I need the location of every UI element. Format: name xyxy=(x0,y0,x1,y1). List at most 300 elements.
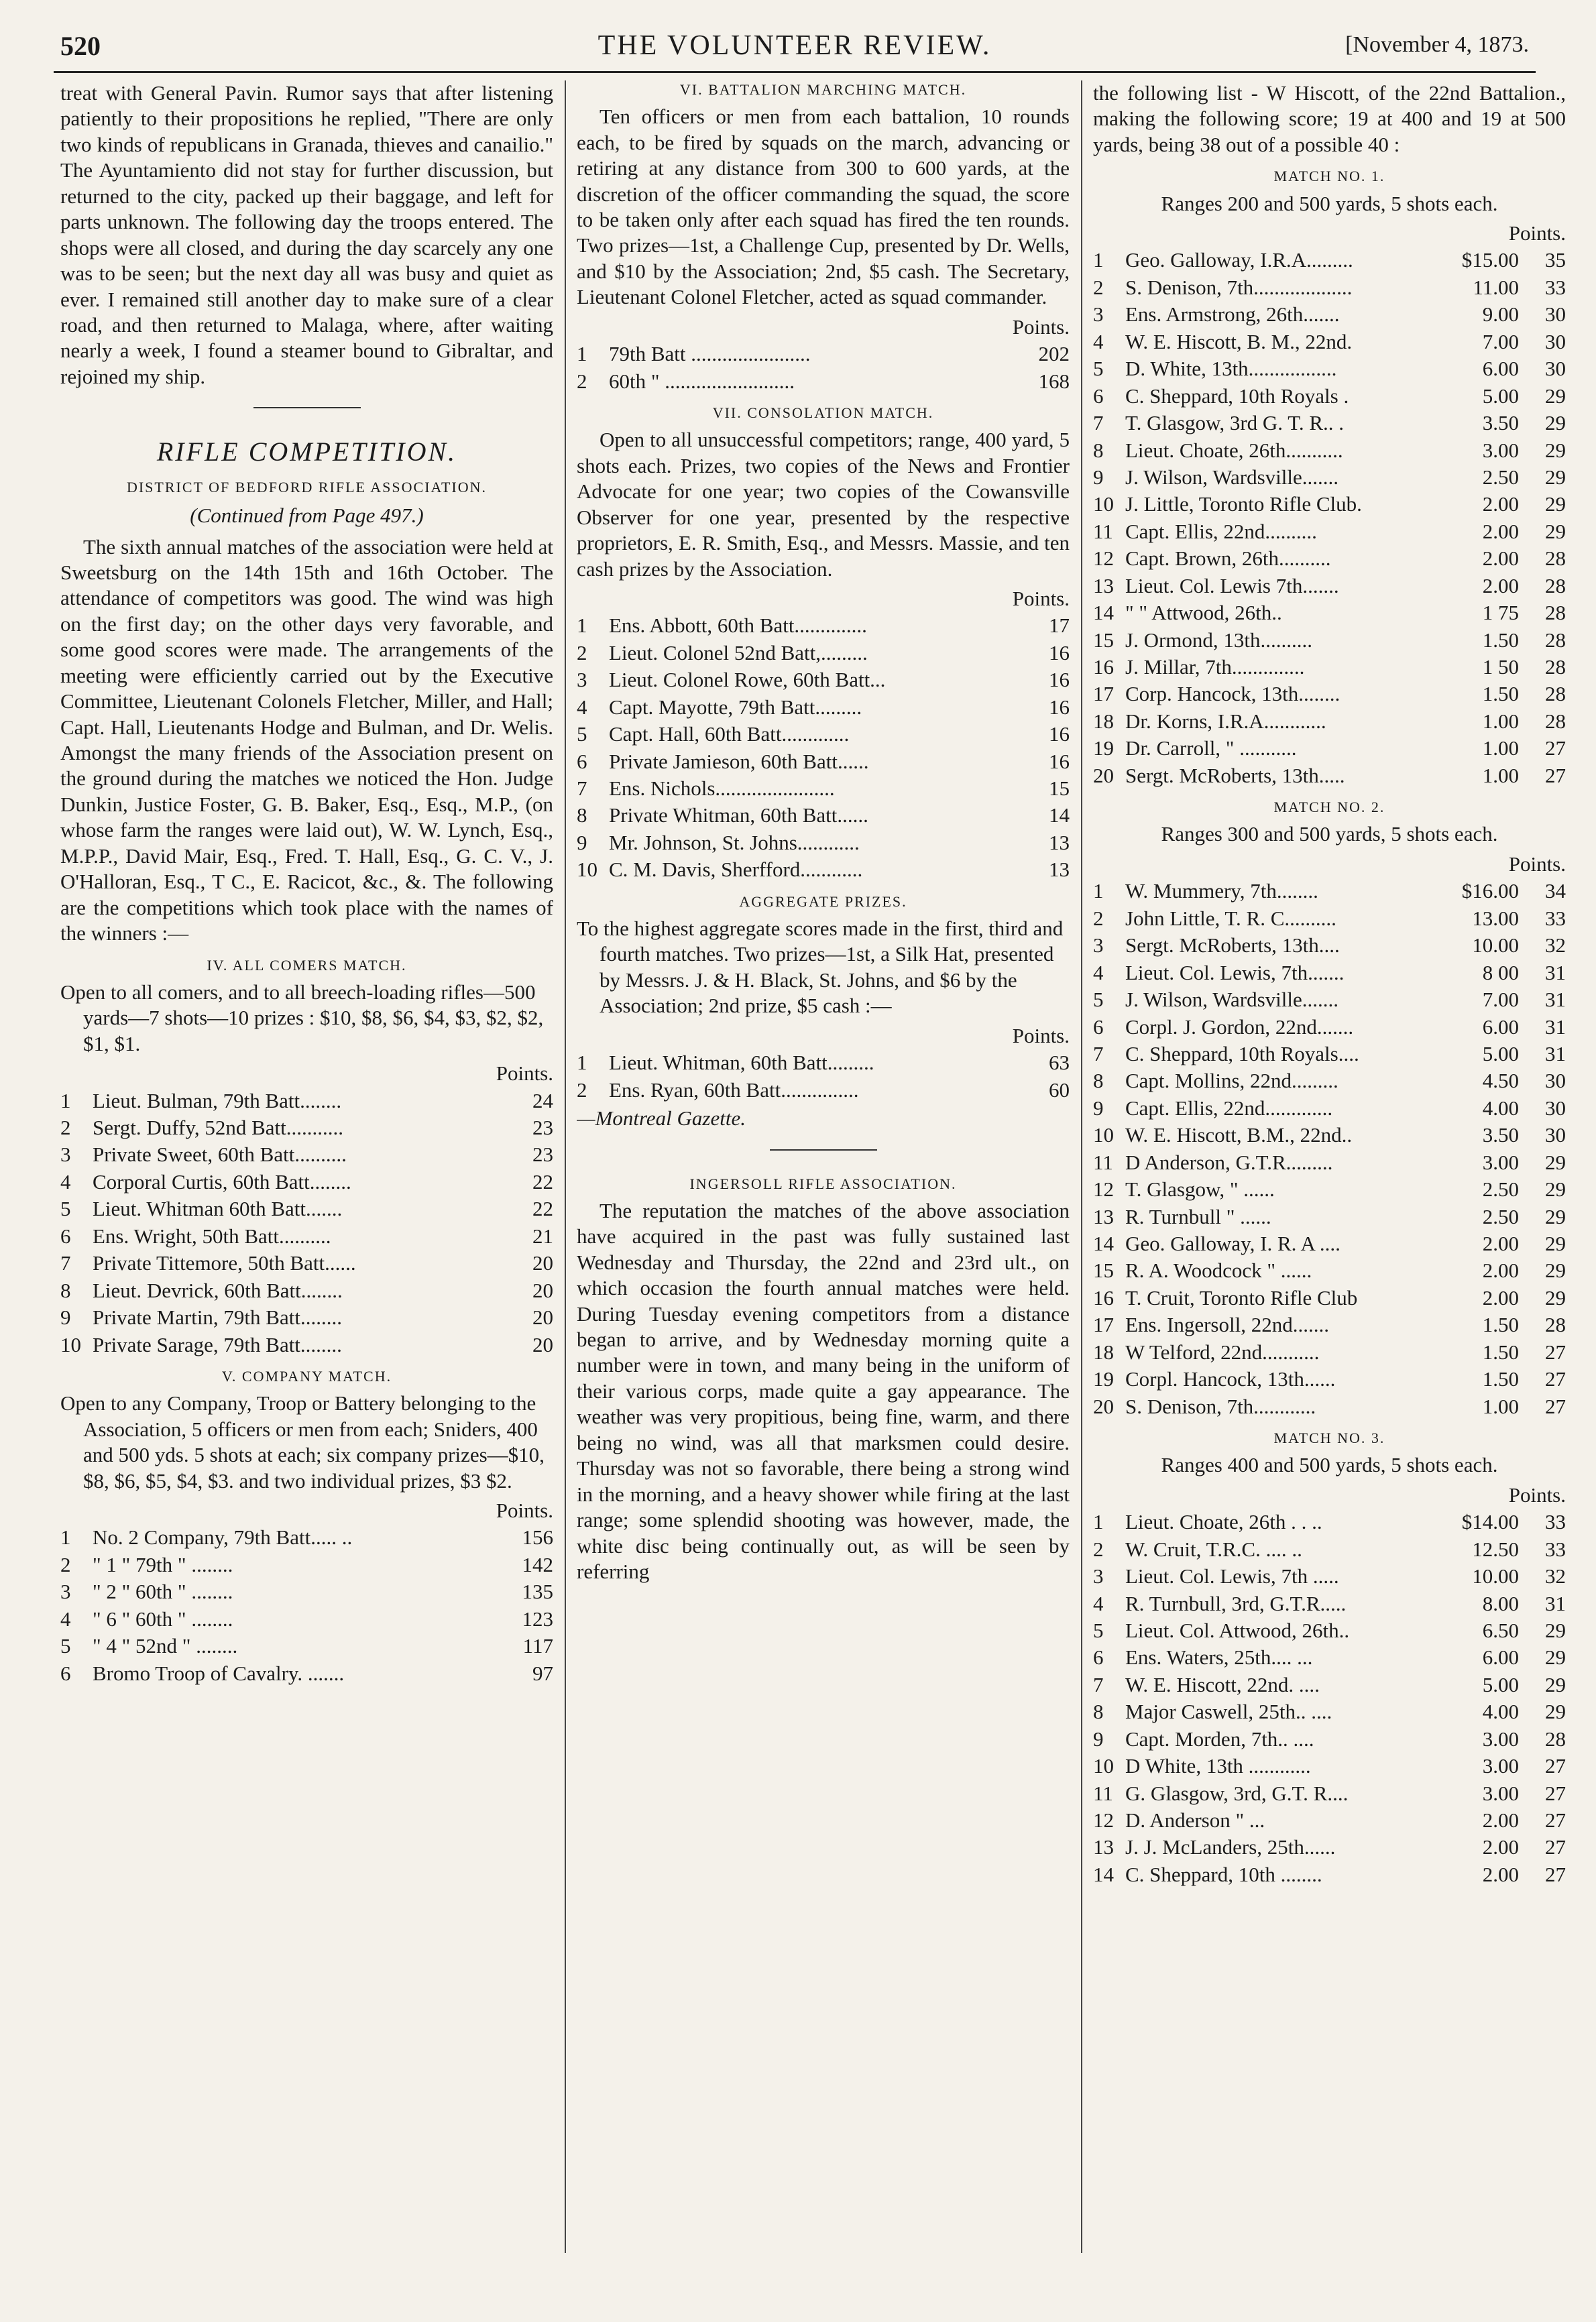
result-score: 23 xyxy=(532,1116,553,1139)
points-label: Points. xyxy=(496,1061,553,1086)
match-title: AGGREGATE PRIZES. xyxy=(739,892,907,910)
result-competitor: Capt. Ellis, 22nd.......... xyxy=(1125,519,1317,543)
result-prize: 2.00 xyxy=(1482,1862,1519,1886)
result-competitor: Ens. Ryan, 60th Batt............... xyxy=(609,1078,859,1102)
result-row xyxy=(1093,1537,1566,1562)
result-rank: 7 xyxy=(1093,411,1104,435)
result-row xyxy=(1093,1835,1566,1860)
result-competitor: T. Cruit, Toronto Rifle Club xyxy=(1125,1285,1358,1310)
result-row xyxy=(1093,519,1566,544)
result-score: 34 xyxy=(1545,879,1566,903)
result-row xyxy=(577,695,1070,720)
result-rank: 13 xyxy=(1093,1204,1114,1228)
match-title: VII. CONSOLATION MATCH. xyxy=(712,404,934,422)
result-competitor: Corpl. J. Gordon, 22nd....... xyxy=(1125,1014,1354,1039)
result-prize: 8.00 xyxy=(1482,1591,1519,1615)
result-competitor: Corporal Curtis, 60th Batt........ xyxy=(93,1169,351,1194)
result-score: 13 xyxy=(1049,830,1070,854)
result-row xyxy=(1093,1618,1566,1643)
points-label: Points. xyxy=(1012,314,1070,339)
result-competitor: Capt. Mollins, 22nd......... xyxy=(1125,1069,1338,1093)
result-prize: 6.00 xyxy=(1482,1014,1519,1039)
result-prize: 2.50 xyxy=(1482,1177,1519,1202)
result-rank: 6 xyxy=(1093,1014,1104,1039)
result-competitor: Bromo Troop of Cavalry. ....... xyxy=(93,1661,345,1685)
result-rank: 4 xyxy=(577,695,587,719)
result-score: 29 xyxy=(1545,1645,1566,1670)
result-row xyxy=(577,857,1070,882)
result-competitor: Capt. Morden, 7th.. .... xyxy=(1125,1727,1314,1751)
result-rank: 8 xyxy=(60,1278,71,1302)
result-competitor: Lieut. Bulman, 79th Batt........ xyxy=(93,1088,342,1112)
result-row xyxy=(1093,960,1566,986)
result-score: 30 xyxy=(1545,302,1566,327)
result-rank: 6 xyxy=(577,749,587,773)
result-row xyxy=(1093,1672,1566,1698)
result-prize: 6.00 xyxy=(1482,1645,1519,1670)
result-rank: 1 xyxy=(60,1088,71,1112)
result-row xyxy=(1093,628,1566,653)
result-competitor: D Anderson, G.T.R......... xyxy=(1125,1150,1333,1174)
result-rank: 6 xyxy=(1093,1645,1104,1670)
result-rank: 12 xyxy=(1093,1177,1114,1202)
result-competitor: T. Glasgow, " ...... xyxy=(1125,1177,1275,1202)
result-rank: 20 xyxy=(1093,1394,1114,1418)
result-row xyxy=(1093,709,1566,734)
match-description: Ten officers or men from each battalion, 10 rounds each, to be fired by squads on the march, advancing or retiring at any distance from 300 to 600 yards, at the discretion of the officer commanding the squad, the score to be taken only after each squad has fired the ten rounds. Two prizes—1st, a Challenge Cup, presented by Dr. Wells, and $10 by the Association; 2nd, $5 cash. The Secretary, Lieutenant Colonel Fletcher, acted as squad commander. xyxy=(577,105,1070,309)
result-row xyxy=(1093,1564,1566,1589)
result-competitor: Sergt. McRoberts, 13th..... xyxy=(1125,763,1345,787)
result-competitor: Sergt. McRoberts, 13th.... xyxy=(1125,933,1340,957)
result-score: 20 xyxy=(532,1305,553,1330)
column-rule xyxy=(1081,80,1082,2253)
article-paragraph: The sixth annual matches of the association were held at Sweetsburg on the 14th 15th and 16th October. The attendance of competitors was good. The wind was high on the first day; on the other days very favorable, and some good scores were made. The arrangements of the meeting were efficiently carried out by the Executive Committee, Lieutenant Colonels Fletcher, Miller, and Hall; Capt. Hall, Lieutenants Hodge and Bulman, and Dr. Welis. Amongst the many friends of the Association present on the ground during the matches we noticed the Hon. Judge Dunkin, Justice Foster, G. B. Baker, Esq., Esq., M.P., (on whose farm the ranges were laid out), W. W. Lynch, Esq., M.P.P., David Mair, Esq., Fred. T. Hall, Esq., G. C. V., J. O'Halloran, Esq., T C., E. Racicot, &c., &. The following are the competitions which took place with the names of the winners :— xyxy=(60,534,553,945)
result-prize: 1.00 xyxy=(1482,736,1519,760)
result-competitor: G. Glasgow, 3rd, G.T. R.... xyxy=(1125,1781,1349,1805)
result-competitor: Corp. Hancock, 13th........ xyxy=(1125,682,1341,706)
results-list xyxy=(60,1525,553,1686)
result-prize: $15.00 xyxy=(1461,248,1519,272)
points-label: Points. xyxy=(1012,586,1070,610)
result-row xyxy=(577,830,1070,856)
result-competitor: W. E. Hiscott, B. M., 22nd. xyxy=(1125,329,1353,353)
result-score: 60 xyxy=(1049,1078,1070,1102)
result-row xyxy=(60,1579,553,1605)
result-prize: 7.00 xyxy=(1482,988,1519,1012)
result-rank: 8 xyxy=(1093,1069,1104,1093)
points-label: Points. xyxy=(1508,1483,1566,1507)
result-row xyxy=(1093,573,1566,599)
result-competitor: " 4 " 52nd " ........ xyxy=(93,1634,238,1658)
result-row xyxy=(60,1552,553,1578)
result-competitor: C. Sheppard, 10th ........ xyxy=(1125,1862,1322,1886)
result-rank: 2 xyxy=(60,1552,71,1576)
result-score: 29 xyxy=(1545,1259,1566,1283)
result-competitor: Capt. Ellis, 22nd............. xyxy=(1125,1096,1333,1120)
result-prize: 1.00 xyxy=(1482,709,1519,733)
article-continuation: treat with General Pavin. Rumor says that after listening patiently to their propositions he replied, "There are only two kinds of republicans in Granada, thieves and canailio." The Ayuntamiento did not stay for further discussion, but returned to the city, packed up their baggage, and left for parts unknown. The following day the troops entered. The shops were all closed, and during the day scarcely any one was to be seen; but the next day all was busy and quiet as ever. I remained still another day to make sure of a clear road, and then returned to Malaga, where, after waiting nearly a week, I found a steamer bound to Gibraltar, and rejoined my ship. xyxy=(60,81,553,388)
result-prize: 10.00 xyxy=(1472,933,1519,957)
result-score: 21 xyxy=(532,1224,553,1248)
results-list xyxy=(1093,878,1566,1419)
result-score: 135 xyxy=(522,1580,553,1604)
result-rank: 2 xyxy=(577,1078,587,1102)
result-competitor: Mr. Johnson, St. Johns............ xyxy=(609,830,860,854)
result-competitor: Ens. Armstrong, 26th....... xyxy=(1125,302,1340,327)
result-competitor: S. Denison, 7th................... xyxy=(1125,275,1353,299)
result-rank: 4 xyxy=(1093,1591,1104,1615)
result-competitor: " " Attwood, 26th.. xyxy=(1125,601,1282,625)
result-competitor: R. Turnbull, 3rd, G.T.R..... xyxy=(1125,1591,1347,1615)
result-competitor: 60th " ......................... xyxy=(609,369,795,393)
result-row xyxy=(1093,1509,1566,1535)
result-prize: 2.50 xyxy=(1482,1204,1519,1228)
points-label: Points. xyxy=(1012,1023,1070,1047)
result-score: 27 xyxy=(1545,1754,1566,1778)
result-score: 31 xyxy=(1545,1014,1566,1039)
result-rank: 1 xyxy=(1093,1510,1104,1534)
result-score: 28 xyxy=(1545,1727,1566,1751)
result-row xyxy=(60,1525,553,1550)
result-rank: 15 xyxy=(1093,628,1114,652)
result-score: 28 xyxy=(1545,628,1566,652)
result-rank: 3 xyxy=(60,1143,71,1167)
result-row xyxy=(1093,247,1566,273)
result-prize: 12.50 xyxy=(1472,1537,1519,1561)
result-rank: 18 xyxy=(1093,1340,1114,1364)
result-score: 156 xyxy=(522,1525,553,1550)
result-prize: 1.50 xyxy=(1482,1340,1519,1364)
result-row xyxy=(577,749,1070,774)
result-score: 14 xyxy=(1049,803,1070,827)
page-number: 520 xyxy=(60,31,101,61)
match-description: Open to any Company, Troop or Battery belonging to the Association, 5 officers or men from each; Sniders, 400 and 500 yds. 5 shots at each; six company prizes—$10, $8, $6, $5, $4, $3. and two individual prizes, $3 $2. xyxy=(60,1391,545,1493)
result-row xyxy=(1093,600,1566,626)
result-prize: 4.00 xyxy=(1482,1096,1519,1120)
result-rank: 1 xyxy=(1093,879,1104,903)
result-row xyxy=(1093,1177,1566,1202)
result-competitor: Sergt. Duffy, 52nd Batt........... xyxy=(93,1116,343,1139)
result-rank: 4 xyxy=(60,1169,71,1194)
result-prize: 6.50 xyxy=(1482,1618,1519,1642)
result-rank: 2 xyxy=(1093,906,1104,930)
points-label: Points. xyxy=(496,1498,553,1522)
result-rank: 3 xyxy=(1093,933,1104,957)
result-row xyxy=(577,803,1070,828)
result-prize: 1.00 xyxy=(1482,1394,1519,1418)
result-rank: 20 xyxy=(1093,763,1114,787)
result-score: 20 xyxy=(532,1332,553,1356)
result-score: 31 xyxy=(1545,1041,1566,1065)
result-competitor: Lieut. Whitman, 60th Batt......... xyxy=(609,1051,874,1075)
result-prize: 2.00 xyxy=(1482,573,1519,597)
result-rank: 7 xyxy=(60,1251,71,1275)
result-row xyxy=(1093,1367,1566,1392)
result-competitor: J. Wilson, Wardsville....... xyxy=(1125,465,1339,489)
result-rank: 6 xyxy=(60,1224,71,1248)
result-rank: 3 xyxy=(577,668,587,692)
result-competitor: J. Ormond, 13th.......... xyxy=(1125,628,1312,652)
result-prize: 7.00 xyxy=(1482,329,1519,353)
result-prize: 2.00 xyxy=(1482,1808,1519,1833)
result-row xyxy=(1093,1068,1566,1094)
result-rank: 19 xyxy=(1093,736,1114,760)
result-prize: 3.00 xyxy=(1482,1150,1519,1174)
result-competitor: W. Mummery, 7th........ xyxy=(1125,879,1318,903)
result-row xyxy=(577,721,1070,747)
result-score: 22 xyxy=(532,1169,553,1194)
result-row xyxy=(1093,1258,1566,1283)
result-score: 30 xyxy=(1545,1123,1566,1147)
result-rank: 3 xyxy=(1093,1564,1104,1588)
result-score: 27 xyxy=(1545,1340,1566,1364)
article-paragraph: the following list - W Hiscott, of the 22nd Battalion., making the following score; 19 at 400 and 19 at 500 yards, being 38 out of a possible 40 : xyxy=(1093,81,1566,156)
result-rank: 2 xyxy=(577,640,587,664)
result-row xyxy=(1093,906,1566,931)
result-competitor: W. Cruit, T.R.C. .... .. xyxy=(1125,1537,1302,1561)
match-title: IV. ALL COMERS MATCH. xyxy=(207,956,407,974)
result-prize: 5.00 xyxy=(1482,1672,1519,1696)
result-score: 16 xyxy=(1049,668,1070,692)
result-row xyxy=(1093,491,1566,517)
article-paragraph: The reputation the matches of the above association have acquired in the past was fully sustained last Wednesday and Thursday, the 22nd and 23rd ult., on which occasion the fourth annual matches were held. During Tuesday evening competitors from a distance began to arrive, and by Wednesday morning quite a number were in town, and many being in the uniform of their various corps, made quite a gay appearance. The weather was very propitious, being fine, warm, and there being no wind, was all that marksmen could desire. Thursday was not so favorable, there being a strong wind in the morning, and a heavy shower while firing at the last range; some splendid shooting was however, made, the white disc being continually out, as will be seen by referring xyxy=(577,1198,1070,1583)
result-score: 16 xyxy=(1049,749,1070,773)
match-description: Ranges 400 and 500 yards, 5 shots each. xyxy=(1161,1453,1498,1477)
result-row xyxy=(577,1078,1070,1103)
result-prize: 1.00 xyxy=(1482,763,1519,787)
result-rank: 5 xyxy=(577,722,587,746)
result-score: 16 xyxy=(1049,640,1070,664)
result-score: 28 xyxy=(1545,601,1566,625)
result-competitor: T. Glasgow, 3rd G. T. R.. . xyxy=(1125,411,1345,435)
result-row xyxy=(60,1305,553,1330)
result-row xyxy=(1093,1645,1566,1670)
match-description: Open to all comers, and to all breech-loading rifles—500 yards—7 shots—10 prizes : $10, $8, $6, $4, $3, $2, $2, $1, $1. xyxy=(60,980,544,1055)
result-rank: 8 xyxy=(577,803,587,827)
result-row xyxy=(1093,736,1566,761)
result-prize: 3.00 xyxy=(1482,1754,1519,1778)
result-competitor: Lieut. Devrick, 60th Batt........ xyxy=(93,1278,343,1302)
result-prize: 2.00 xyxy=(1482,492,1519,516)
result-score: 15 xyxy=(1049,776,1070,801)
result-row xyxy=(1093,987,1566,1012)
result-score: 35 xyxy=(1545,248,1566,272)
result-rank: 17 xyxy=(1093,682,1114,706)
result-row xyxy=(60,1251,553,1276)
result-competitor: W. E. Hiscott, B.M., 22nd.. xyxy=(1125,1123,1353,1147)
column-3 xyxy=(1093,80,1566,2253)
result-row xyxy=(1093,1781,1566,1806)
result-competitor: No. 2 Company, 79th Batt..... .. xyxy=(93,1525,353,1550)
section-heading: RIFLE COMPETITION. xyxy=(156,437,457,467)
result-rank: 6 xyxy=(60,1661,71,1685)
result-score: 29 xyxy=(1545,384,1566,408)
result-rank: 5 xyxy=(60,1634,71,1658)
result-row xyxy=(577,369,1070,394)
result-prize: $14.00 xyxy=(1461,1510,1519,1534)
result-row xyxy=(60,1332,553,1358)
column-2 xyxy=(577,80,1070,2253)
result-competitor: Lieut. Col. Lewis, 7th ..... xyxy=(1125,1564,1339,1588)
result-prize: 5.00 xyxy=(1482,384,1519,408)
result-rank: 5 xyxy=(60,1197,71,1221)
result-rank: 10 xyxy=(1093,1123,1114,1147)
result-competitor: Ens. Wright, 50th Batt.......... xyxy=(93,1224,331,1248)
result-row xyxy=(1093,1862,1566,1888)
result-prize: 11.00 xyxy=(1473,275,1519,299)
result-row xyxy=(1093,1753,1566,1779)
publication-title: THE VOLUNTEER REVIEW. xyxy=(597,30,992,61)
result-competitor: C. Sheppard, 10th Royals . xyxy=(1125,384,1349,408)
result-row xyxy=(1093,1727,1566,1752)
result-competitor: Private Sweet, 60th Batt.......... xyxy=(93,1143,347,1167)
match-title: MATCH NO. 1. xyxy=(1273,168,1385,185)
result-row xyxy=(1093,1340,1566,1365)
result-row xyxy=(1093,1699,1566,1725)
result-rank: 13 xyxy=(1093,573,1114,597)
result-rank: 13 xyxy=(1093,1835,1114,1859)
result-row xyxy=(577,667,1070,693)
result-prize: $16.00 xyxy=(1461,879,1519,903)
result-rank: 17 xyxy=(1093,1313,1114,1337)
match-title: V. COMPANY MATCH. xyxy=(221,1367,392,1385)
result-score: 28 xyxy=(1545,655,1566,679)
result-competitor: Capt. Mayotte, 79th Batt......... xyxy=(609,695,862,719)
result-rank: 1 xyxy=(577,1051,587,1075)
result-score: 27 xyxy=(1545,1862,1566,1886)
result-row xyxy=(60,1115,553,1141)
result-score: 23 xyxy=(532,1143,553,1167)
result-rank: 5 xyxy=(1093,988,1104,1012)
result-rank: 1 xyxy=(577,342,587,366)
results-list xyxy=(1093,1509,1566,1888)
result-competitor: D. White, 13th................. xyxy=(1125,357,1337,381)
result-competitor: " 1 " 79th " ........ xyxy=(93,1552,233,1576)
result-prize: 4.00 xyxy=(1482,1700,1519,1724)
result-score: 123 xyxy=(522,1607,553,1631)
result-row xyxy=(60,1607,553,1632)
result-row xyxy=(60,1633,553,1659)
results-list xyxy=(60,1088,553,1358)
results-list xyxy=(577,1050,1070,1103)
result-rank: 10 xyxy=(1093,492,1114,516)
result-row xyxy=(1093,1591,1566,1617)
result-competitor: Lieut. Colonel 52nd Batt,......... xyxy=(609,640,868,664)
result-competitor: Lieut. Choate, 26th . . .. xyxy=(1125,1510,1322,1534)
result-competitor: Ens. Waters, 25th.... ... xyxy=(1125,1645,1313,1670)
result-score: 29 xyxy=(1545,465,1566,489)
result-row xyxy=(1093,275,1566,300)
result-prize: 9.00 xyxy=(1482,302,1519,327)
page-header xyxy=(54,23,1536,73)
result-prize: 1 50 xyxy=(1482,655,1519,679)
result-competitor: Ens. Nichols....................... xyxy=(609,776,835,801)
result-rank: 1 xyxy=(1093,248,1104,272)
result-competitor: 79th Batt ....................... xyxy=(609,342,811,366)
result-score: 16 xyxy=(1049,695,1070,719)
result-prize: 2.00 xyxy=(1482,1835,1519,1859)
result-score: 29 xyxy=(1545,1150,1566,1174)
result-rank: 14 xyxy=(1093,1862,1114,1886)
result-score: 63 xyxy=(1049,1051,1070,1075)
result-prize: 8 00 xyxy=(1482,960,1519,984)
result-competitor: Lieut. Col. Lewis 7th....... xyxy=(1125,573,1339,597)
result-rank: 19 xyxy=(1093,1367,1114,1391)
result-row xyxy=(60,1661,553,1686)
result-competitor: Lieut. Col. Lewis, 7th....... xyxy=(1125,960,1345,984)
result-prize: 3.00 xyxy=(1482,1781,1519,1805)
result-rank: 8 xyxy=(1093,438,1104,462)
result-rank: 5 xyxy=(1093,1618,1104,1642)
result-row xyxy=(1093,546,1566,571)
result-row xyxy=(1093,933,1566,958)
result-score: 29 xyxy=(1545,1700,1566,1724)
match-title: VI. BATTALION MARCHING MATCH. xyxy=(679,81,967,98)
result-rank: 14 xyxy=(1093,601,1114,625)
result-row xyxy=(1093,1096,1566,1121)
result-rank: 6 xyxy=(1093,384,1104,408)
result-score: 29 xyxy=(1545,1232,1566,1256)
result-score: 33 xyxy=(1545,1537,1566,1561)
result-rank: 7 xyxy=(1093,1041,1104,1065)
result-prize: 2.00 xyxy=(1482,546,1519,571)
result-row xyxy=(1093,1204,1566,1230)
result-row xyxy=(1093,329,1566,355)
result-rank: 18 xyxy=(1093,709,1114,733)
result-score: 22 xyxy=(532,1197,553,1221)
result-score: 142 xyxy=(522,1552,553,1576)
result-competitor: Lieut. Choate, 26th........... xyxy=(1125,438,1343,462)
result-score: 28 xyxy=(1545,573,1566,597)
result-score: 27 xyxy=(1545,736,1566,760)
result-rank: 7 xyxy=(577,776,587,801)
result-competitor: Private Whitman, 60th Batt...... xyxy=(609,803,868,827)
result-competitor: R. Turnbull " ...... xyxy=(1125,1204,1271,1228)
result-prize: 1.50 xyxy=(1482,682,1519,706)
result-rank: 10 xyxy=(577,858,597,882)
result-score: 29 xyxy=(1545,438,1566,462)
result-competitor: Lieut. Whitman 60th Batt....... xyxy=(93,1197,343,1221)
result-competitor: Ens. Abbott, 60th Batt.............. xyxy=(609,614,867,638)
section-subheading: DISTRICT OF BEDFORD RIFLE ASSOCIATION. xyxy=(126,478,488,496)
results-list xyxy=(577,341,1070,394)
result-competitor: Private Martin, 79th Batt........ xyxy=(93,1305,342,1330)
result-score: 29 xyxy=(1545,1672,1566,1696)
result-rank: 9 xyxy=(577,830,587,854)
result-row xyxy=(1093,1312,1566,1338)
result-row xyxy=(1093,1041,1566,1067)
result-row xyxy=(60,1088,553,1114)
result-competitor: R. A. Woodcock " ...... xyxy=(1125,1259,1312,1283)
result-score: 30 xyxy=(1545,1069,1566,1093)
result-rank: 2 xyxy=(1093,275,1104,299)
result-row xyxy=(1093,465,1566,490)
result-row xyxy=(1093,1285,1566,1311)
result-rank: 4 xyxy=(1093,329,1104,353)
result-competitor: J. Millar, 7th.............. xyxy=(1125,655,1305,679)
result-score: 20 xyxy=(532,1278,553,1302)
result-rank: 16 xyxy=(1093,1285,1114,1310)
result-row xyxy=(1093,302,1566,327)
result-rank: 2 xyxy=(60,1116,71,1139)
result-score: 24 xyxy=(532,1088,553,1112)
result-row xyxy=(1093,1808,1566,1833)
results-list xyxy=(577,613,1070,882)
column-rule xyxy=(565,80,566,2253)
result-score: 28 xyxy=(1545,682,1566,706)
result-competitor: Dr. Carroll, " ........... xyxy=(1125,736,1297,760)
article-divider xyxy=(253,407,361,408)
